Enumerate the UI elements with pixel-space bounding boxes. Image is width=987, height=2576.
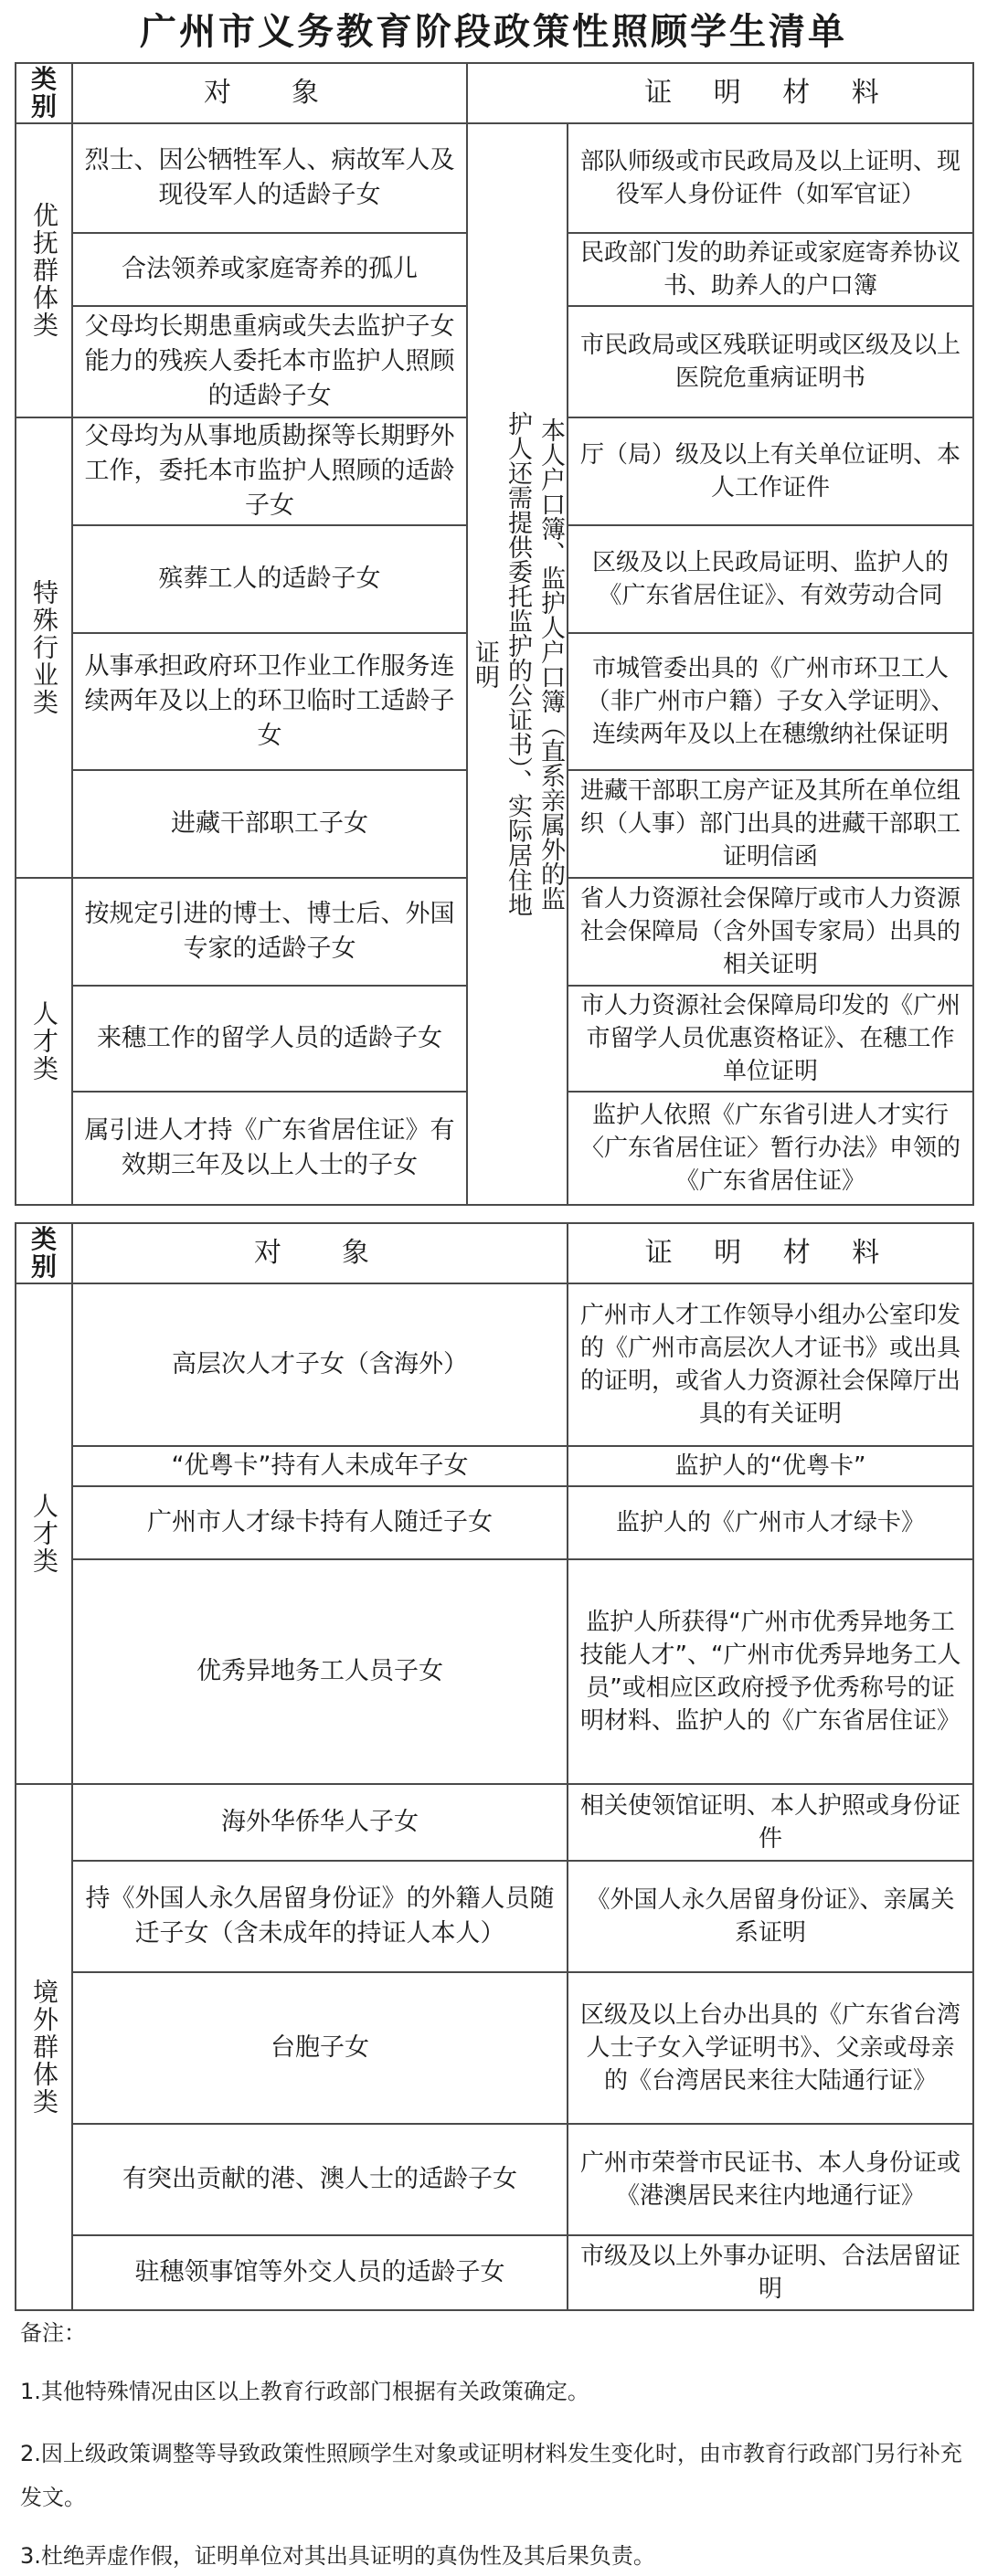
material-cell: 市民政局或区残联证明或区级及以上医院危重病证明书 xyxy=(568,306,973,417)
material-cell: 省人力资源社会保障厅或市人力资源社会保障局（含外国专家局）出具的相关证明 xyxy=(568,878,973,986)
note-item: 3.杜绝弄虚作假，证明单位对其出具证明的真伪性及其后果负责。 xyxy=(20,2543,655,2569)
material-cell: 监护人依照《广东省引进人才实行〈广东省居住证〉暂行办法》申领的《广东省居住证》 xyxy=(568,1092,973,1205)
material-cell: 区级及以上台办出具的《广东省台湾人士子女入学证明书》、父亲或母亲的《台湾居民来往大陆通行证》 xyxy=(568,1972,973,2124)
subject-cell: 有突出贡献的港、澳人士的适龄子女 xyxy=(72,2124,568,2235)
table-header-row xyxy=(16,1223,973,1283)
category-label: 人才类 xyxy=(29,1000,59,1082)
subject-cell: 台胞子女 xyxy=(72,1972,568,2124)
table-row xyxy=(16,123,973,233)
page-title: 广州市义务教育阶段政策性照顾学生清单 xyxy=(140,11,847,53)
material-cell: 进藏干部职工房产证及其所在单位组织（人事）部门出具的进藏干部职工证明信函 xyxy=(568,770,973,878)
material-cell: 民政部门发的助养证或家庭寄养协议书、助养人的户口簿 xyxy=(568,233,973,306)
note-item: 1.其他特殊情况由区以上教育行政部门根据有关政策确定。 xyxy=(20,2379,589,2404)
material-cell: 部队师级或市民政局及以上证明、现役军人身份证件（如军官证） xyxy=(568,123,973,233)
table-header-row xyxy=(16,63,973,123)
header-material: 证 明 材 料 xyxy=(568,63,973,123)
table-row xyxy=(16,2124,973,2235)
category-label: 特殊行业类 xyxy=(29,579,59,716)
table-row xyxy=(16,1559,973,1784)
subject-cell: 父母均长期患重病或失去监护子女能力的残疾人委托本市监护人照顾的适龄子女 xyxy=(72,306,467,417)
subject-cell: 按规定引进的博士、博士后、外国专家的适龄子女 xyxy=(72,878,467,986)
header-spacer xyxy=(467,63,568,123)
subject-cell: 海外华侨华人子女 xyxy=(72,1784,568,1861)
subject-cell: 高层次人才子女（含海外） xyxy=(72,1283,568,1446)
subject-cell: 进藏干部职工子女 xyxy=(72,770,467,878)
table-row xyxy=(16,1972,973,2124)
note-item: 2.因上级政策调整等导致政策性照顾学生对象或证明材料发生变化时，由市教育行政部门另行补充发文。 xyxy=(20,2441,962,2510)
common-material: 本人户口簿、监护人户口簿（直系亲属外的监护人还需提供委托监护的公证书）、实际居住地证明 xyxy=(471,411,565,917)
subject-cell: 广州市人才绿卡持有人随迁子女 xyxy=(72,1486,568,1559)
table-row xyxy=(16,2235,973,2310)
subject-cell: 合法领养或家庭寄养的孤儿 xyxy=(72,233,467,306)
notes-heading: 备注： xyxy=(20,2320,86,2346)
subject-cell: 烈士、因公牺牲军人、病故军人及现役军人的适龄子女 xyxy=(72,123,467,233)
material-cell: 广州市人才工作领导小组办公室印发的《广州市高层次人才证书》或出具的证明，或省人力资源社会保障厅出具的有关证明 xyxy=(568,1283,973,1446)
subject-cell: 从事承担政府环卫作业工作服务连续两年及以上的环卫临时工适龄子女 xyxy=(72,633,467,770)
material-cell: 市级及以上外事办证明、合法居留证明 xyxy=(568,2235,973,2310)
category-cell xyxy=(16,123,72,417)
policy-table-1 xyxy=(15,62,974,1206)
table-row xyxy=(16,1446,973,1486)
material-cell: 区级及以上民政局证明、监护人的《广东省居住证》、有效劳动合同 xyxy=(568,525,973,633)
subject-cell: 优秀异地务工人员子女 xyxy=(72,1559,568,1784)
policy-table-2 xyxy=(15,1222,974,2311)
category-cell xyxy=(16,417,72,878)
category-cell xyxy=(16,878,72,1205)
material-cell: 监护人的《广州市人才绿卡》 xyxy=(568,1486,973,1559)
material-cell: 市人力资源社会保障局印发的《广州市留学人员优惠资格证》、在穗工作单位证明 xyxy=(568,986,973,1092)
table-row xyxy=(16,1784,973,1861)
subject-cell: 来穗工作的留学人员的适龄子女 xyxy=(72,986,467,1092)
category-cell xyxy=(16,1283,72,1784)
subject-cell: 持《外国人永久居留身份证》的外籍人员随迁子女（含未成年的持证人本人） xyxy=(72,1861,568,1972)
header-category: 类别 xyxy=(16,1223,72,1283)
subject-cell: 属引进人才持《广东省居住证》有效期三年及以上人士的子女 xyxy=(72,1092,467,1205)
subject-cell: “优粤卡”持有人未成年子女 xyxy=(72,1446,568,1486)
common-material-cell xyxy=(467,123,568,1205)
header-subject: 对 象 xyxy=(72,1223,568,1283)
subject-cell: 驻穗领事馆等外交人员的适龄子女 xyxy=(72,2235,568,2310)
header-subject: 对 象 xyxy=(72,63,467,123)
material-cell: 市城管委出具的《广州市环卫工人（非广州市户籍）子女入学证明》、连续两年及以上在穗缴纳社保证明 xyxy=(568,633,973,770)
category-label: 人才类 xyxy=(29,1493,59,1575)
table-row xyxy=(16,1283,973,1446)
header-material: 证 明 材 料 xyxy=(568,1223,973,1283)
category-label: 优抚群体类 xyxy=(29,202,59,339)
table-row xyxy=(16,1486,973,1559)
subject-cell: 殡葬工人的适龄子女 xyxy=(72,525,467,633)
material-cell: 厅（局）级及以上有关单位证明、本人工作证件 xyxy=(568,417,973,525)
category-cell xyxy=(16,1784,72,2310)
material-cell: 监护人所获得“广州市优秀异地务工技能人才”、“广州市优秀异地务工人员”或相应区政府授予优秀称号的证明材料、监护人的《广东省居住证》 xyxy=(568,1559,973,1784)
category-label: 境外群体类 xyxy=(29,1979,59,2116)
material-cell: 《外国人永久居留身份证》、亲属关系证明 xyxy=(568,1861,973,1972)
material-cell: 相关使领馆证明、本人护照或身份证件 xyxy=(568,1784,973,1861)
notes-section xyxy=(20,2311,971,2574)
material-cell: 监护人的“优粤卡” xyxy=(568,1446,973,1486)
header-category: 类别 xyxy=(16,63,72,123)
table-row xyxy=(16,1861,973,1972)
material-cell: 广州市荣誉市民证书、本人身份证或《港澳居民来往内地通行证》 xyxy=(568,2124,973,2235)
subject-cell: 父母均为从事地质勘探等长期野外工作，委托本市监护人照顾的适龄子女 xyxy=(72,417,467,525)
